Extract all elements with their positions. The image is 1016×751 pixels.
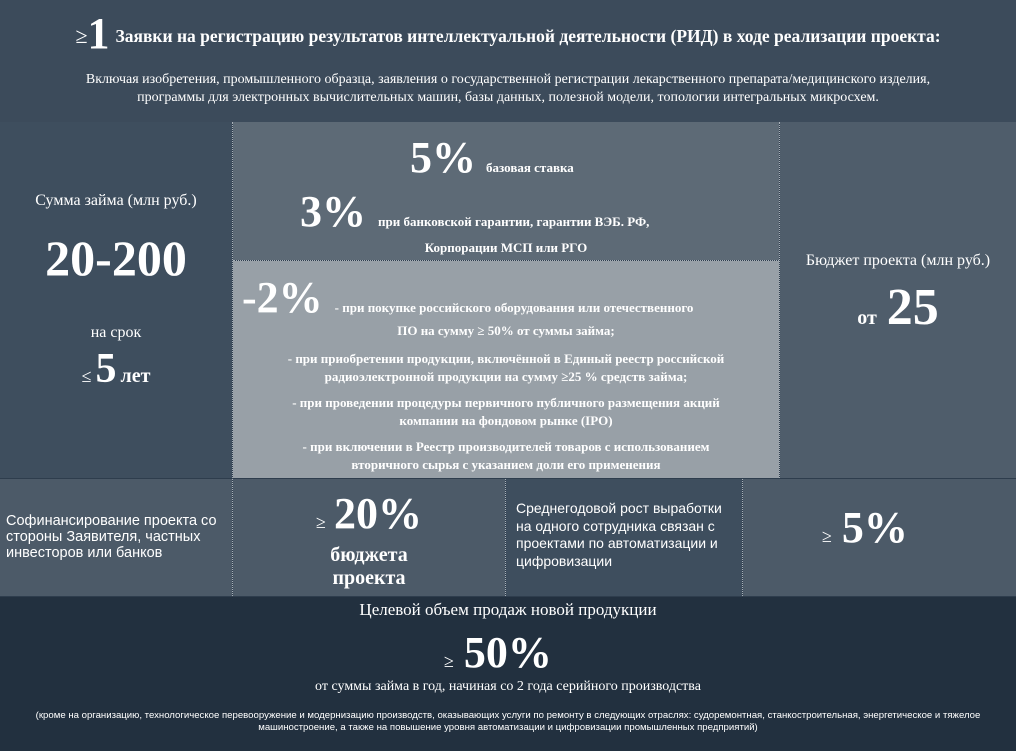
discount-list (233, 322, 779, 474)
cofinancing-unit-line2: проекта (332, 567, 406, 589)
header-title-text: Заявки на регистрацию результатов интеллектуальной деятельности (РИД) в ходе реализации проекта: (115, 26, 941, 46)
ge-symbol: ≥ (316, 512, 326, 532)
cofinancing-line2: стороны Заявителя, частных (6, 529, 201, 545)
growth-value: 5% (841, 503, 908, 552)
guarantee-rate-label: при банковской гарантии, гарантии ВЭБ. РФ, (378, 214, 650, 229)
footer-note (0, 710, 1016, 734)
header-title (0, 8, 1016, 59)
discount-item3-line1: - при проведении процедуры первичного публичного размещения акций (292, 395, 720, 410)
le-symbol: ≤ (81, 366, 92, 386)
loan-panel (0, 122, 232, 478)
growth-line4: цифровизации (516, 552, 613, 569)
divider (505, 479, 506, 596)
guarantee-rate (300, 186, 649, 248)
discount-value: -2% (242, 273, 323, 322)
growth-text (516, 500, 738, 570)
cofinancing-value: 20% (333, 489, 422, 538)
guarantee-rate-value: 3% (300, 187, 366, 236)
loan-label: Сумма займа (млн руб.) (35, 192, 197, 209)
cofinancing-line3: инвесторов или банков (6, 545, 163, 561)
ge-symbol: ≥ (75, 23, 88, 48)
footer-note-line2: машиностроение, а также на повышение уровня автоматизации и цифровизации промышленных предприятий) (258, 722, 758, 733)
loan-term-unit: лет (120, 365, 151, 387)
growth-value-row (822, 502, 908, 564)
loan-amount: 20-200 (45, 230, 187, 286)
guarantee-rate-label-2: Корпорации МСП или РГО (424, 240, 588, 255)
growth-line2: на одного сотрудника связан с (516, 517, 715, 534)
header-subtitle (10, 71, 1006, 106)
base-rate-value: 5% (410, 133, 476, 182)
header-subtitle-line2: программы для электронных вычислительных машин, базы данных, полезной модели, топологии интегральных микросхем. (137, 89, 879, 105)
footer-note-line1: (кроме на организацию, технологическое перевооружение и модернизацию производств, оказывающих услуги по ремонту в следующих отраслях: судоремонтная, станкостроительная, энергетическое и тяжелое (35, 710, 981, 721)
cofinancing-text (6, 513, 228, 561)
discount-item4-line2: вторичного сырья с указанием доли его применения (351, 457, 661, 472)
discount-item4-line1: - при включении в Реестр производителей товаров с использованием (302, 439, 710, 454)
header-subtitle-line1: Включая изобретения, промышленного образца, заявления о государственной регистрации лекарственного препарата/медицинского изделия, (85, 72, 931, 87)
growth-line3: проектами по автоматизации и (516, 535, 718, 551)
discount-item2-line2: радиоэлектронной продукции на сумму ≥25 % средств займа; (324, 369, 688, 384)
footer-value: 50% (463, 628, 552, 677)
divider (233, 260, 779, 261)
footer-title: Целевой объем продаж новой продукции (359, 600, 657, 619)
budget-value: 25 (886, 279, 939, 336)
base-rate-label: базовая ставка (486, 160, 574, 175)
base-rate (410, 132, 574, 194)
loan-term (0, 344, 232, 403)
discount-item1-line1: - при покупке российского оборудования или отечественного (334, 300, 694, 315)
loan-term-value: 5 (95, 346, 117, 392)
cofinancing-unit (233, 544, 505, 590)
ge-symbol: ≥ (444, 651, 454, 671)
discount-item1-line2: ПО на сумму ≥ 50% от суммы займа; (397, 323, 615, 338)
ge-symbol: ≥ (822, 526, 832, 546)
footer-subtitle: от суммы займа в год, начиная со 2 года серийного производства (315, 679, 701, 694)
header-count: 1 (87, 9, 110, 58)
growth-line1: Среднегодовой рост выработки (516, 500, 722, 516)
cofinancing-value-row (233, 488, 505, 550)
divider (742, 479, 743, 596)
cofinancing-unit-line1: бюджета (330, 544, 408, 566)
budget-amount (780, 278, 1016, 350)
discount-item2-line1: - при приобретении продукции, включённой в Единый реестр российской (287, 351, 725, 366)
discount-item3-line2: компании на фондовом рынке (IPO) (399, 413, 613, 428)
budget-prefix: от (857, 307, 877, 329)
budget-label: Бюджет проекта (млн руб.) (805, 252, 991, 269)
cofinancing-line1: Софинансирование проекта со (6, 513, 217, 529)
loan-term-label: на срок (90, 324, 142, 341)
